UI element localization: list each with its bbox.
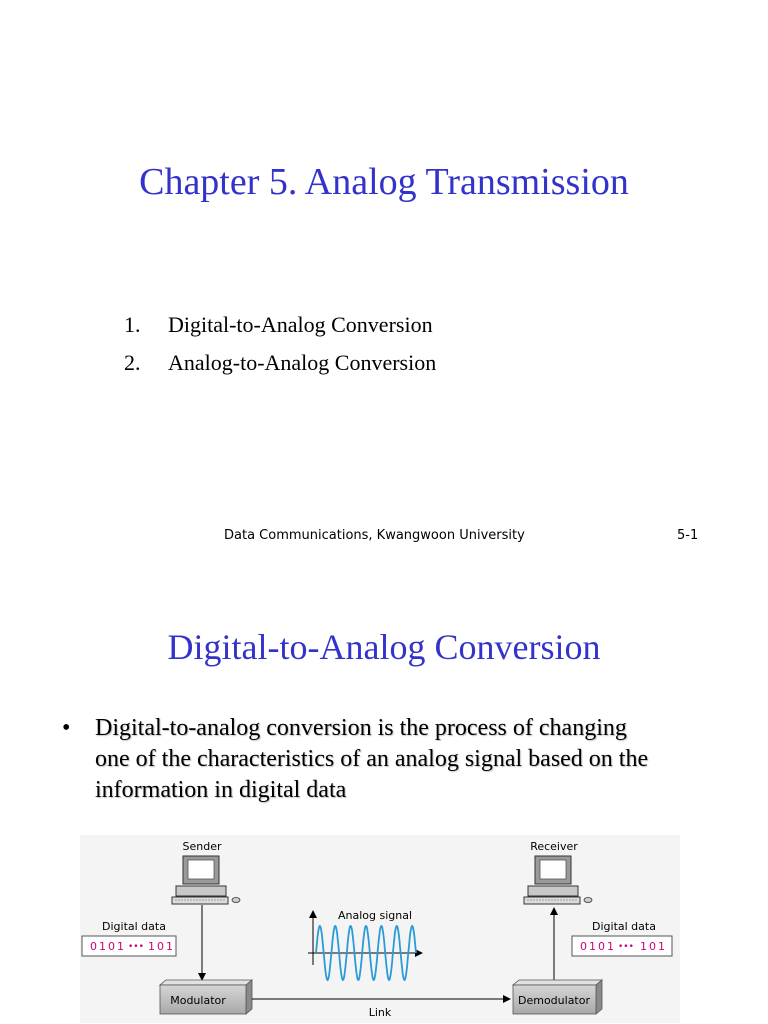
outline-item-text: Digital-to-Analog Conversion bbox=[168, 312, 433, 337]
digital-data-label: Digital data bbox=[592, 920, 656, 933]
digital-data-bits: 101 bbox=[148, 940, 175, 953]
analog-signal-label: Analog signal bbox=[338, 909, 413, 922]
digital-data-bits: 0101 bbox=[90, 940, 126, 953]
demodulator-label: Demodulator bbox=[518, 994, 590, 1007]
link-label: Link bbox=[368, 1006, 392, 1019]
digital-data-bits: 0101 bbox=[580, 940, 616, 953]
outline-list bbox=[124, 306, 436, 382]
receiver-label: Receiver bbox=[530, 840, 578, 853]
outline-item-text: Analog-to-Analog Conversion bbox=[168, 350, 437, 375]
data-ellipsis: ••• bbox=[128, 942, 144, 952]
outline-item-number: 2. bbox=[124, 350, 141, 375]
digital-data-label: Digital data bbox=[102, 920, 166, 933]
outline-item bbox=[124, 306, 436, 344]
outline-item-number: 1. bbox=[124, 312, 141, 337]
digital-data-bits: 101 bbox=[640, 940, 667, 953]
bullet-point bbox=[62, 713, 722, 806]
data-ellipsis: ••• bbox=[618, 942, 634, 952]
bullet-line: information in digital data bbox=[95, 777, 347, 803]
bullet-line: Digital-to-analog conversion is the process of changing bbox=[95, 715, 627, 741]
slide-2 bbox=[0, 585, 768, 1024]
modulation-diagram bbox=[80, 835, 680, 1023]
sender-label: Sender bbox=[182, 840, 222, 853]
bullet-icon: • bbox=[62, 715, 71, 741]
outline-item bbox=[124, 344, 436, 382]
modulator-label: Modulator bbox=[170, 994, 226, 1007]
page-number: 5-1 bbox=[677, 528, 699, 543]
slide-title: Chapter 5. Analog Transmission bbox=[139, 161, 629, 203]
slide-title: Digital-to-Analog Conversion bbox=[167, 627, 601, 667]
bullet-line: one of the characteristics of an analog signal based on the bbox=[95, 746, 649, 772]
footer-text: Data Communications, Kwangwoon University bbox=[224, 528, 525, 543]
